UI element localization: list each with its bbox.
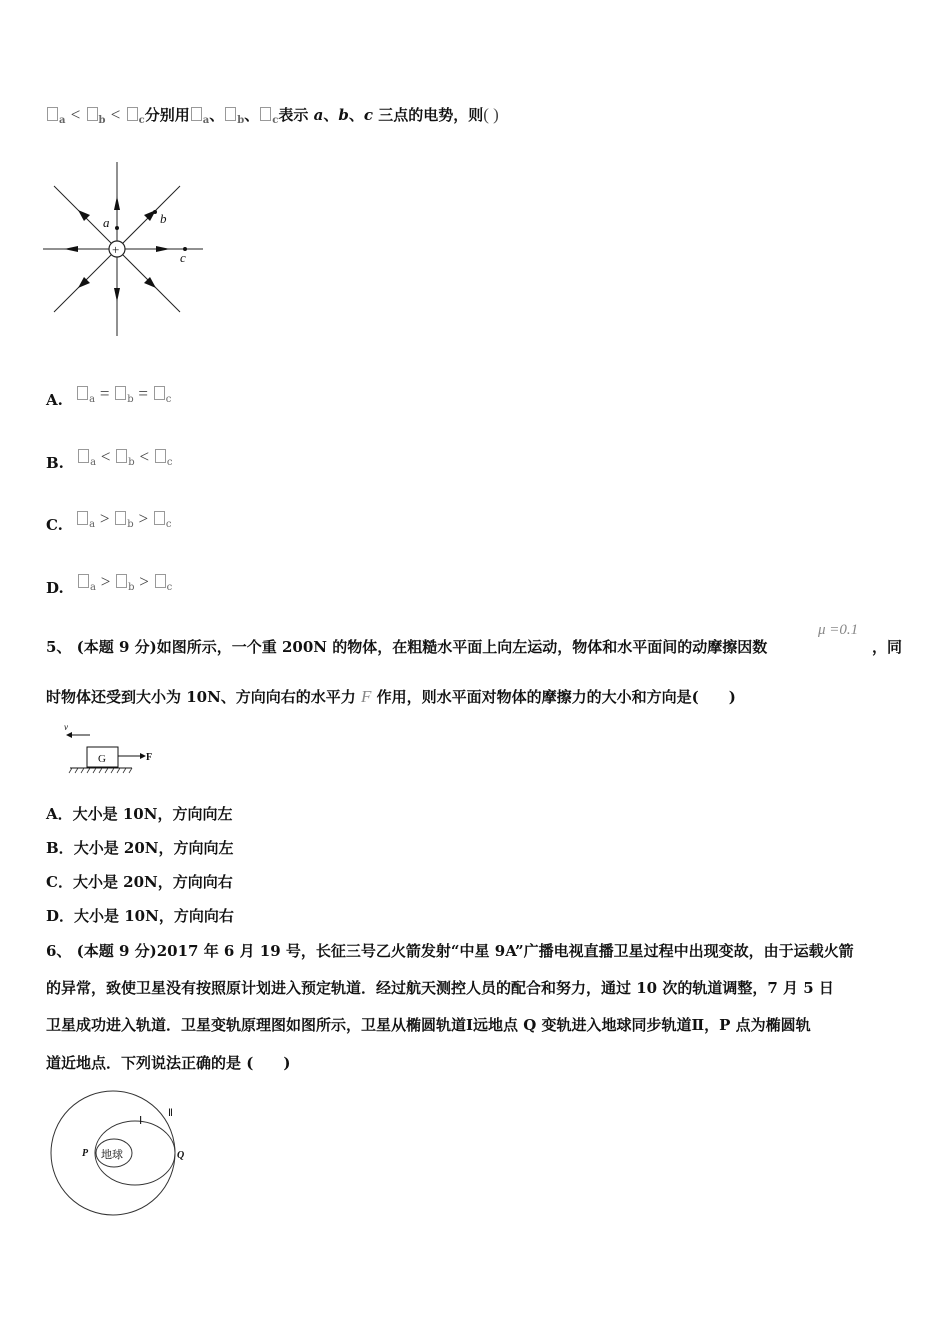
answer-paren: ( ) [483,105,499,124]
velocity-label: v [64,722,68,732]
velocity-arrow-icon [66,732,72,738]
q6-line-3: 卫星成功进入轨道．卫星变轨原理图如图所示，卫星从椭圆轨道Ⅰ远地点 Q 变轨进入地球同步轨道Ⅱ，P 点为椭圆轨 [46,1016,811,1034]
phi-c-symbol [127,107,138,121]
stem-text: 分别用 [144,106,190,124]
q6-line-2: 的异常，致使卫星没有按照原计划进入预定轨道．经过航天测控人员的配合和努力，通过 10 次的轨道调整，7 月 5 日 [46,979,834,997]
svg-text:+: + [112,242,120,257]
q4-option-d[interactable]: D. $_a$ > $_b$ > $_c$ [46,572,173,597]
phi-a-symbol [191,107,202,121]
q5-line-1-tail: ，同 [872,638,903,656]
block-force-diagram [60,720,170,776]
label-q: Q [177,1150,185,1161]
force-label: F [146,752,153,763]
point-b [153,210,157,214]
label-orbit-2: Ⅱ [168,1108,173,1119]
q5-option-d[interactable]: D．大小是 10N，方向向右 [46,907,234,925]
phi-b-symbol [225,107,236,121]
orbit-diagram [44,1090,204,1230]
field-line-diagram [40,160,210,340]
force-symbol: F [361,687,372,706]
q6-line-1: 6、 (本题 9 分)2017 年 6 月 19 号，长征三号乙火箭发射“中星 9A”广播电视直播卫星过程中出现变故，由于运载火箭 [46,942,854,960]
q5-option-a[interactable]: A．大小是 10N，方向向左 [46,805,233,823]
q6-line-4: 道近地点．下列说法正确的是 ( ) [46,1054,291,1072]
lt-sign: < [110,105,121,124]
label-orbit-1: Ⅰ [139,1115,143,1127]
phi-a-symbol [47,107,58,121]
point-a [115,226,119,230]
q4-option-b[interactable]: B. $_a$ < $_b$ < $_c$ [46,447,173,472]
phi-c-symbol [260,107,271,121]
phi-b-symbol [87,107,98,121]
q5-option-c[interactable]: C．大小是 20N，方向向右 [46,873,233,891]
lt-sign: < [70,105,81,124]
block-label: G [98,753,106,765]
q4-option-a[interactable]: A. $_a$ = $_b$ = $_c$ [46,384,172,409]
q4-option-c[interactable]: C. $_a$ > $_b$ > $_c$ [46,509,172,534]
earth-label: 地球 [101,1149,123,1161]
q4-stem: $_a$ < $_b$ < $_c$分别用 $_a$、 $_b$、 $_c$表示 a、b、c 三点的电势，则( ) [46,104,499,126]
q5-line-2: 时物体还受到大小为 10N、方向向右的水平力 F 作用，则水平面对物体的摩擦力的大小和方向是( ) [46,687,736,706]
label-p: P [82,1148,89,1159]
label-b: b [160,211,167,226]
q5-line-1: 5、 (本题 9 分)如图所示，一个重 200N 的物体，在粗糙水平面上向左运动，物体和水平面间的动摩擦因数 [46,638,768,656]
mu-value: μ =0.1 [818,622,859,638]
q5-option-b[interactable]: B．大小是 20N，方向向左 [46,839,234,857]
label-a: a [103,215,110,230]
label-c: c [180,250,186,265]
